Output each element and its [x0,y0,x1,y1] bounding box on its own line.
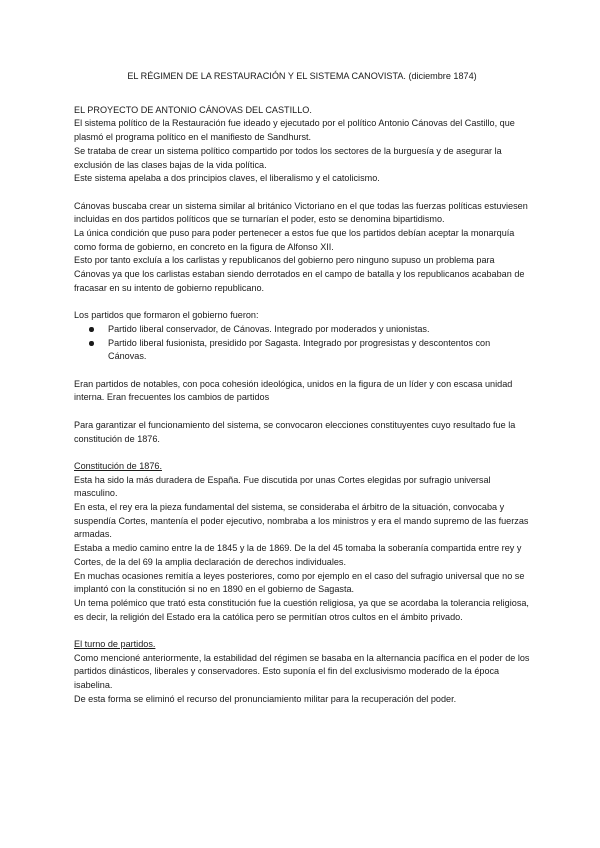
paragraph: El sistema político de la Restauración fue ideado y ejecutado por el político Antonio Cánovas del Castillo, que plasmó el programa político en el manifiesto de Sandhurst. [74,118,515,143]
paragraph: Este sistema apelaba a dos principios claves, el liberalismo y el catolicismo. [74,173,380,184]
list-item: Partido liberal fusionista, presidido por Sagasta. Integrado por progresistas y descontentos con Cánovas. [74,337,530,364]
paragraph: Estaba a medio camino entre la de 1845 y la de 1869. De la del 45 tomaba la soberanía compartida entre rey y Cortes, de la del 69 la amplia declaración de derechos individuales. [74,543,522,567]
paragraph: Esta ha sido la más duradera de España. Fue discutida por unas Cortes elegidas por sufragio universal masculino. [74,474,491,499]
spacer [74,405,530,419]
paragraph: Para garantizar el funcionamiento del sistema, se convocaron elecciones constituyentes cuyo resultado fue la constitución de 1876. [74,419,516,444]
parties-list [74,323,530,364]
spacer [74,296,530,310]
paragraph: La única condición que puso para poder pertenecer a estos fue que los partidos debían aceptar la monarquía como forma de gobierno, en concreto en la figura de Alfonso XII. [74,228,515,252]
section-heading-proyecto: EL PROYECTO DE ANTONIO CÁNOVAS DEL CASTILLO. [74,104,312,115]
section-heading-turno: El turno de partidos. [74,639,156,650]
paragraph: Un tema polémico que trató esta constitución fue la cuestión religiosa, ya que se acordaba la tolerancia religiosa, es decir, la religión del Estado era la católica pero se permitían otros cultos en el ámbito privado. [74,597,529,622]
list-item: Partido liberal conservador, de Cánovas. Integrado por moderados y unionistas. [74,323,530,337]
paragraph: En esta, el rey era la pieza fundamental del sistema, se consideraba el árbitro de la situación, convocaba y suspendía Cortes, mantenía el poder ejecutivo, nombraba a los ministros y era el mando supremo de las fuerzas armadas. [74,502,529,540]
spacer [74,446,530,460]
document-page [74,70,530,707]
spacer [74,364,530,378]
paragraph: De esta forma se eliminó el recurso del pronunciamiento militar para la recuperación del poder. [74,693,457,704]
paragraph: Cánovas buscaba crear un sistema similar al británico Victoriano en el que todas las fuerzas políticas estuviesen incluidas en dos partidos políticos que se turnarían el poder, esto se denomina bipartidismo. [74,200,528,225]
paragraph: Eran partidos de notables, con poca cohesión ideológica, unidos en la figura de un líder y con escasa unidad interna. Eran frecuentes los cambios de partidos [74,378,513,403]
spacer [74,186,530,200]
paragraph: En muchas ocasiones remitía a leyes posteriores, como por ejemplo en el caso del sufragio universal que no se implantó con la constitución si no en 1890 en el gobierno de Sagasta. [74,570,525,595]
document-title: EL RÉGIMEN DE LA RESTAURACIÓN Y EL SISTEMA CANOVISTA. (diciembre 1874) [127,71,477,81]
paragraph: Esto por tanto excluía a los carlistas y republicanos del gobierno pero ninguno supuso un problema para Cánovas ya que los carlistas estaban siendo derrotados en el campo de batalla y los republicanos acababan de fracasar en su intento de gobierno republicano. [74,255,525,293]
paragraph: Los partidos que formaron el gobierno fueron: [74,310,259,321]
paragraph: Se trataba de crear un sistema político compartido por todos los sectores de la burguesía y de asegurar la exclusión de las clases bajas de la vida política. [74,145,502,170]
section-heading-constitucion: Constitución de 1876. [74,460,162,471]
spacer [74,624,530,638]
paragraph: Como mencioné anteriormente, la estabilidad del régimen se basaba en la alternancia pacífica en el poder de los partidos dinásticos, liberales y conservadores. Esto suponía el fin del exclusivismo moderado de la época isabelina. [74,652,530,691]
